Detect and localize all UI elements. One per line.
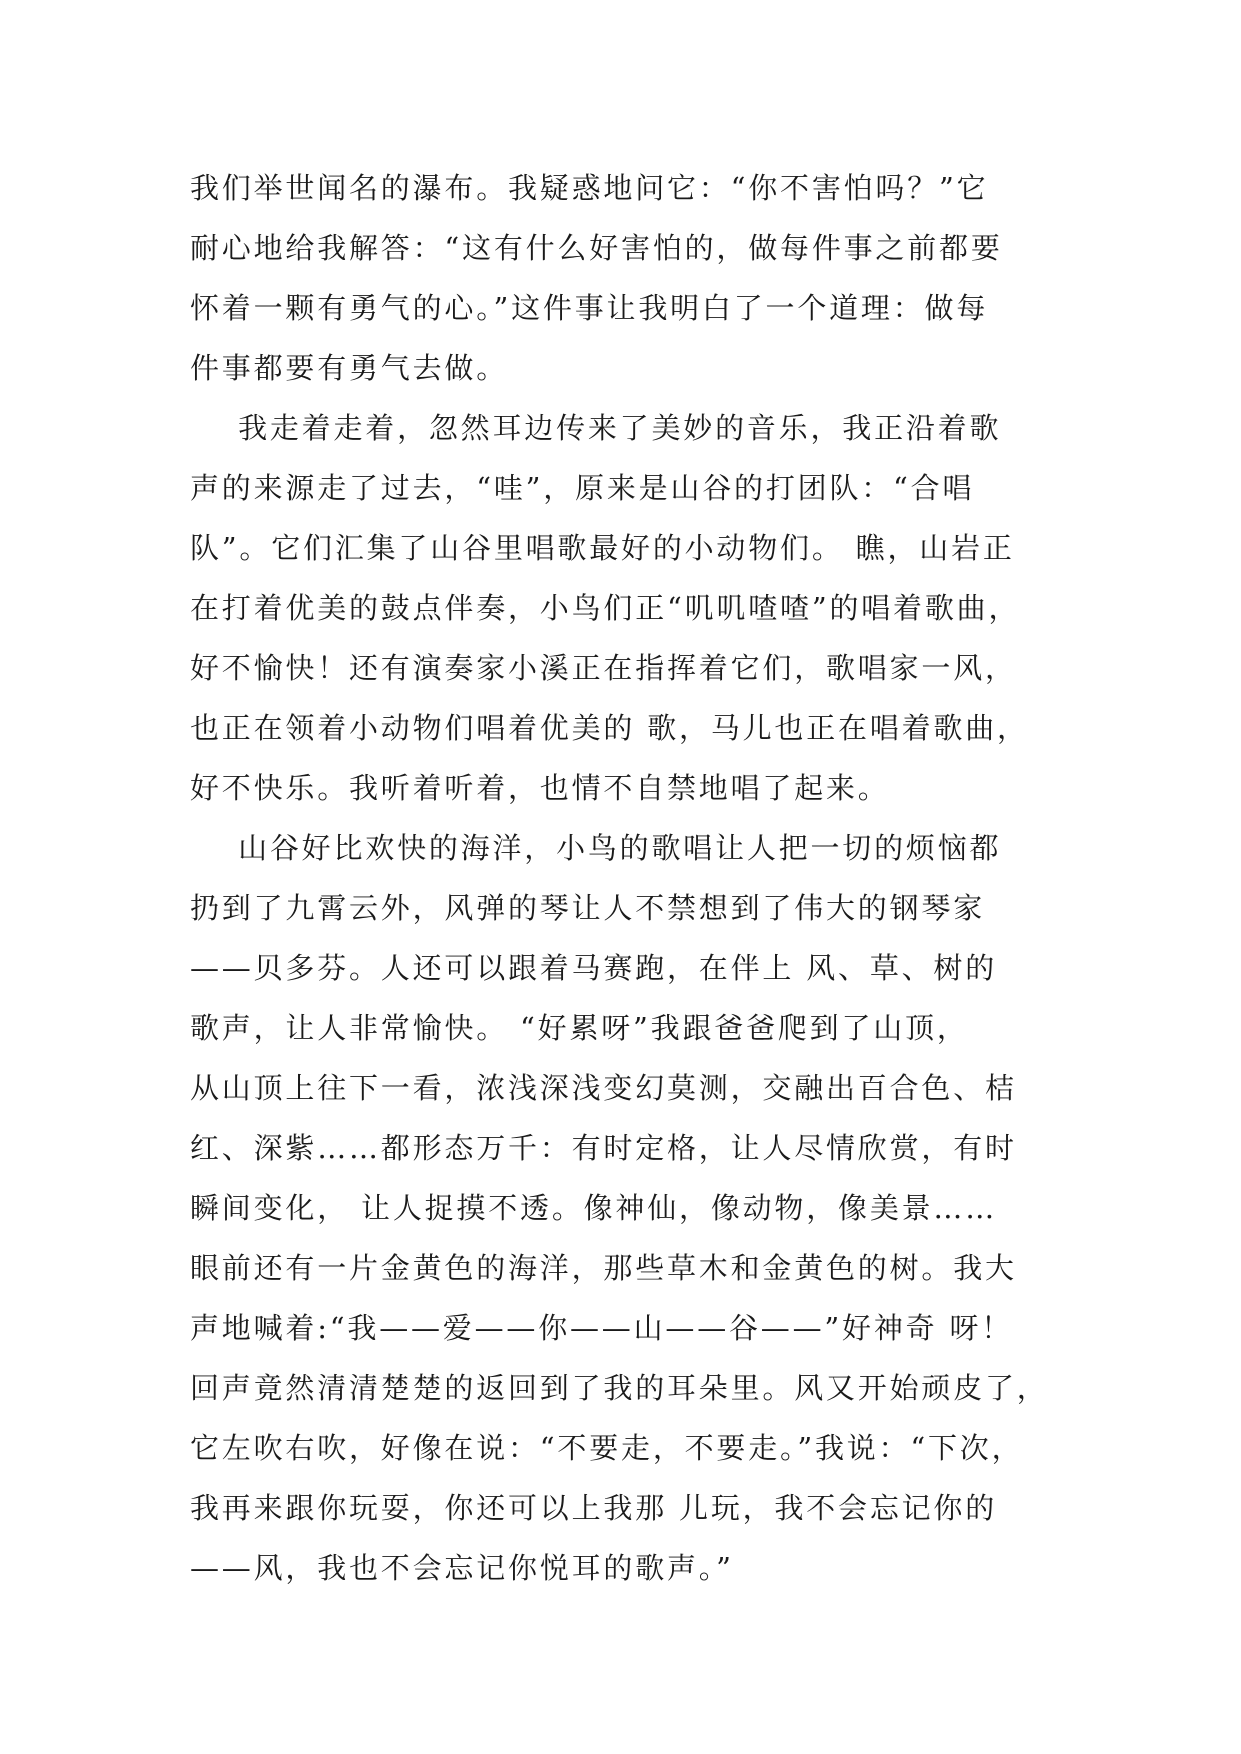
text-line: 在打着优美的鼓点伴奏，小鸟们正“叽叽喳喳”的唱着歌曲，	[190, 591, 1021, 625]
text-line: 队”。它们汇集了山谷里唱歌最好的小动物们。 瞧，山岩正	[190, 531, 1015, 565]
text-line: 红、深紫……都形态万千：有时定格，让人尽情欣赏，有时	[190, 1131, 1017, 1165]
text-line: 眼前还有一片金黄色的海洋，那些草木和金黄色的树。我大	[190, 1251, 1017, 1285]
text-line: 件事都要有勇气去做。	[190, 351, 509, 385]
text-line: 回声竟然清清楚楚的返回到了我的耳朵里。风又开始顽皮了，	[190, 1371, 1049, 1405]
text-line: 从山顶上往下一看，浓浅深浅变幻莫测，交融出百合色、桔	[190, 1071, 1017, 1105]
text-line: 山谷好比欢快的海洋，小鸟的歌唱让人把一切的烦恼都	[190, 831, 1002, 865]
text-line: 歌声，让人非常愉快。 “好累呀”我跟爸爸爬到了山顶，	[190, 1011, 969, 1045]
text-line: 瞬间变化， 让人捉摸不透。像神仙，像动物，像美景……	[190, 1191, 998, 1225]
text-line: 声的来源走了过去，“哇”，原来是山谷的打团队：“合唱	[190, 471, 975, 505]
text-line: 也正在领着小动物们唱着优美的 歌，马儿也正在唱着歌曲，	[190, 711, 1029, 745]
text-line: 扔到了九霄云外，风弹的琴让人不禁想到了伟大的钢琴家	[190, 891, 986, 925]
text-line: 我们举世闻名的瀑布。我疑惑地问它：“你不害怕吗？”它	[190, 171, 989, 205]
essay-body	[190, 158, 1070, 1598]
text-line: 我走着走着，忽然耳边传来了美妙的音乐，我正沿着歌	[190, 411, 1002, 445]
text-line: 它左吹右吹，好像在说：“不要走，不要走。”我说：“下次，	[190, 1431, 1024, 1465]
text-line: ——风，我也不会忘记你悦耳的歌声。”	[190, 1551, 734, 1585]
text-line: 怀着一颗有勇气的心。”这件事让我明白了一个道理：做每	[190, 291, 989, 325]
text-line: 声地喊着:“我——爱——你——山——谷——”好神奇 呀！	[190, 1311, 1014, 1345]
text-line: 好不愉快！还有演奏家小溪正在指挥着它们，歌唱家一风，	[190, 651, 1017, 685]
text-line: 好不快乐。我听着听着，也情不自禁地唱了起来。	[190, 771, 890, 805]
text-line: ——贝多芬。人还可以跟着马赛跑，在伴上 风、草、树的	[190, 951, 998, 985]
text-line: 我再来跟你玩耍，你还可以上我那 儿玩，我不会忘记你的	[190, 1491, 998, 1525]
text-line: 耐心地给我解答：“这有什么好害怕的，做每件事之前都要	[190, 231, 1003, 265]
